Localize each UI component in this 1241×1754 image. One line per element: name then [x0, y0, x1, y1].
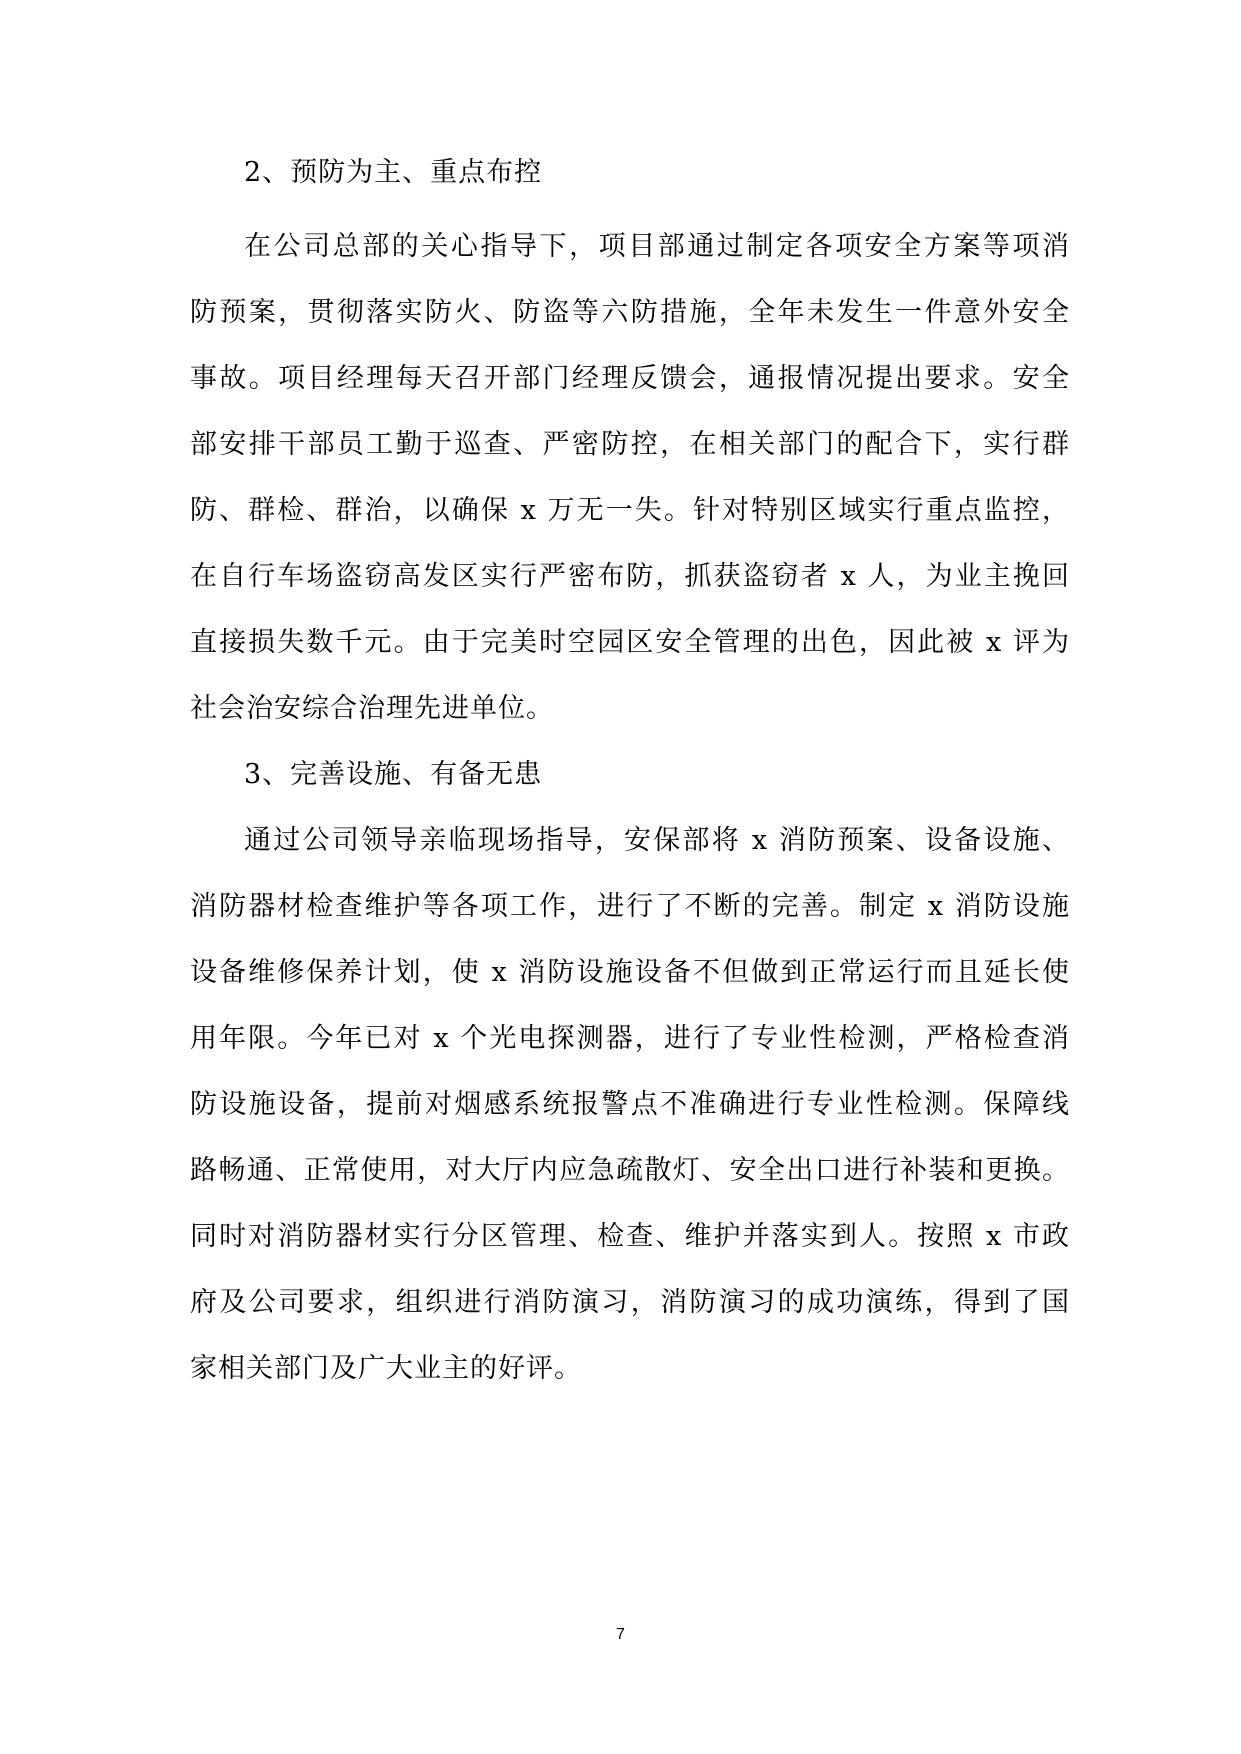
- paragraph-line: 在公司总部的关心指导下，项目部通过制定各项安全方案等项消: [244, 231, 1070, 262]
- paragraph-line: 防、群检、群治，以确保 x 万无一失。针对特别区域实行重点监控，: [190, 495, 1070, 526]
- paragraph-line: 社会治安综合治理先进单位。: [190, 693, 554, 724]
- paragraph-line: 直接损失数千元。由于完美时空园区安全管理的出色，因此被 x 评为: [190, 627, 1070, 658]
- section-heading-3: 3、完善设施、有备无患: [244, 759, 543, 790]
- paragraph-line: 在自行车场盗窃高发区实行严密布防，抓获盗窃者 x 人，为业主挽回: [190, 561, 1070, 592]
- paragraph-line: 用年限。今年已对 x 个光电探测器，进行了专业性检测，严格检查消: [190, 1023, 1070, 1054]
- paragraph-line: 事故。项目经理每天召开部门经理反馈会，通报情况提出要求。安全: [190, 363, 1070, 394]
- paragraph-line: 通过公司领导亲临现场指导，安保部将 x 消防预案、设备设施、: [244, 825, 1070, 856]
- paragraph-line: 部安排干部员工勤于巡查、严密防控，在相关部门的配合下，实行群: [190, 429, 1070, 460]
- paragraph-line: 家相关部门及广大业主的好评。: [190, 1353, 582, 1384]
- section-heading-2: 2、预防为主、重点布控: [244, 157, 543, 188]
- page-number: 7: [616, 1626, 625, 1643]
- paragraph-line: 防设施设备，提前对烟感系统报警点不准确进行专业性检测。保障线: [190, 1089, 1070, 1120]
- paragraph-line: 设备维修保养计划，使 x 消防设施设备不但做到正常运行而且延长使: [190, 957, 1070, 988]
- paragraph-line: 消防器材检查维护等各项工作，进行了不断的完善。制定 x 消防设施: [190, 891, 1070, 922]
- paragraph-line: 路畅通、正常使用，对大厅内应急疏散灯、安全出口进行补装和更换。: [190, 1155, 1070, 1186]
- paragraph-line: 防预案，贯彻落实防火、防盗等六防措施，全年未发生一件意外安全: [190, 297, 1070, 328]
- paragraph-line: 同时对消防器材实行分区管理、检查、维护并落实到人。按照 x 市政: [190, 1221, 1070, 1252]
- paragraph-line: 府及公司要求，组织进行消防演习，消防演习的成功演练，得到了国: [190, 1287, 1070, 1318]
